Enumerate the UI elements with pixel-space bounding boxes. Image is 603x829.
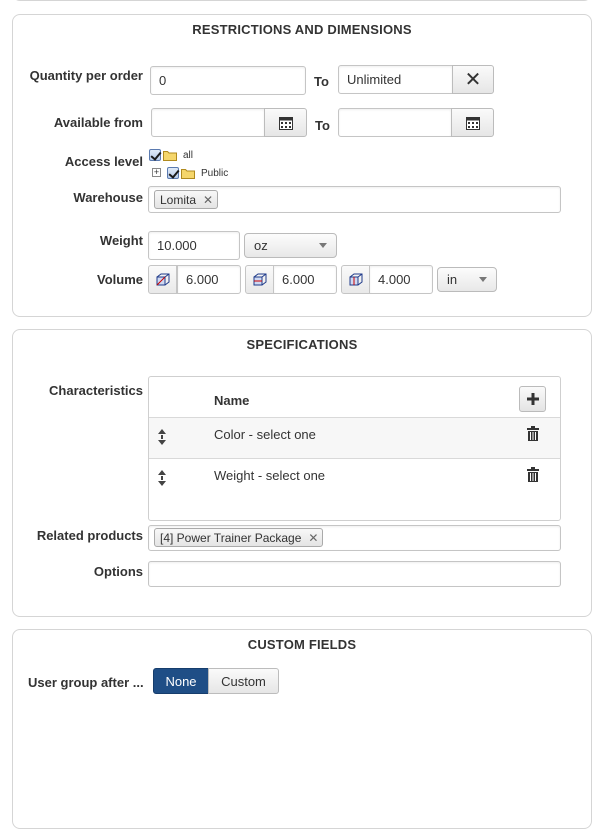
clear-quantity-button[interactable] <box>452 65 494 94</box>
options-label: Options <box>93 564 143 579</box>
quantity-to-label: To <box>314 74 329 89</box>
related-product-tag-label: [4] Power Trainer Package <box>160 530 302 545</box>
volume-height-input[interactable]: 4.000 <box>369 265 433 294</box>
available-to-input[interactable] <box>338 108 452 137</box>
trash-icon[interactable] <box>527 426 539 441</box>
quantity-label: Quantity per order <box>29 68 143 83</box>
name-column-header: Name <box>214 393 250 408</box>
user-group-label: User group after ... <box>28 675 144 690</box>
volume-unit-value: in <box>447 272 458 287</box>
table-row <box>149 459 560 499</box>
weight-input[interactable]: 10.000 <box>148 231 240 260</box>
available-from-calendar-button[interactable] <box>264 108 307 137</box>
warehouse-tag[interactable] <box>154 190 218 209</box>
restrictions-title: RESTRICTIONS AND DIMENSIONS <box>192 22 412 37</box>
access-public-checkbox[interactable] <box>167 167 179 179</box>
table-row <box>149 418 560 458</box>
add-characteristic-button[interactable] <box>519 386 546 412</box>
related-products-label: Related products <box>36 528 143 543</box>
quantity-max-input[interactable]: Unlimited <box>338 65 453 94</box>
related-product-tag[interactable] <box>154 528 323 547</box>
custom-fields-title: CUSTOM FIELDS <box>247 637 357 652</box>
warehouse-tag-label: Lomita <box>160 192 197 207</box>
length-icon <box>148 265 177 294</box>
specifications-title: SPECIFICATIONS <box>246 337 358 352</box>
folder-icon <box>181 168 195 179</box>
weight-unit-value: oz <box>254 238 268 253</box>
available-from-label: Available from <box>53 115 143 130</box>
available-from-input[interactable] <box>151 108 265 137</box>
previous-panel <box>12 0 592 1</box>
weight-label: Weight <box>99 233 143 248</box>
chevron-down-icon <box>319 243 327 248</box>
access-level-label: Access level <box>64 154 143 169</box>
warehouse-label: Warehouse <box>73 190 143 205</box>
drag-handle-icon[interactable] <box>157 429 167 445</box>
characteristic-name: Weight - select one <box>214 468 326 483</box>
plus-icon <box>527 393 539 405</box>
calendar-icon <box>466 116 480 130</box>
drag-handle-icon[interactable] <box>157 470 167 486</box>
tree-expand-icon[interactable]: + <box>153 167 160 177</box>
volume-unit-select[interactable] <box>437 267 497 292</box>
access-public-label: Public <box>201 168 229 179</box>
available-to-label: To <box>315 118 330 133</box>
options-input[interactable] <box>148 561 561 587</box>
height-icon <box>341 265 370 294</box>
width-icon <box>245 265 274 294</box>
quantity-min-input[interactable]: 0 <box>150 66 306 95</box>
volume-length-input[interactable]: 6.000 <box>177 265 241 294</box>
remove-tag-icon[interactable]: ✕ <box>308 530 319 545</box>
user-group-none-button[interactable]: None <box>153 668 209 694</box>
characteristics-table <box>148 376 561 521</box>
characteristic-name: Color - select one <box>214 427 316 442</box>
characteristics-label: Characteristics <box>49 383 143 398</box>
access-all-label: all <box>183 150 194 161</box>
weight-unit-select[interactable] <box>244 233 337 258</box>
volume-width-input[interactable]: 6.000 <box>273 265 337 294</box>
volume-label: Volume <box>97 272 143 287</box>
custom-fields-panel <box>12 629 592 829</box>
remove-tag-icon[interactable]: ✕ <box>203 192 214 207</box>
available-to-calendar-button[interactable] <box>451 108 494 137</box>
access-all-checkbox[interactable] <box>149 149 161 161</box>
calendar-icon <box>279 116 293 130</box>
user-group-custom-button[interactable]: Custom <box>208 668 279 694</box>
trash-icon[interactable] <box>527 467 539 482</box>
close-icon: ✕ <box>464 68 482 91</box>
folder-icon <box>163 150 177 161</box>
chevron-down-icon <box>479 277 487 282</box>
